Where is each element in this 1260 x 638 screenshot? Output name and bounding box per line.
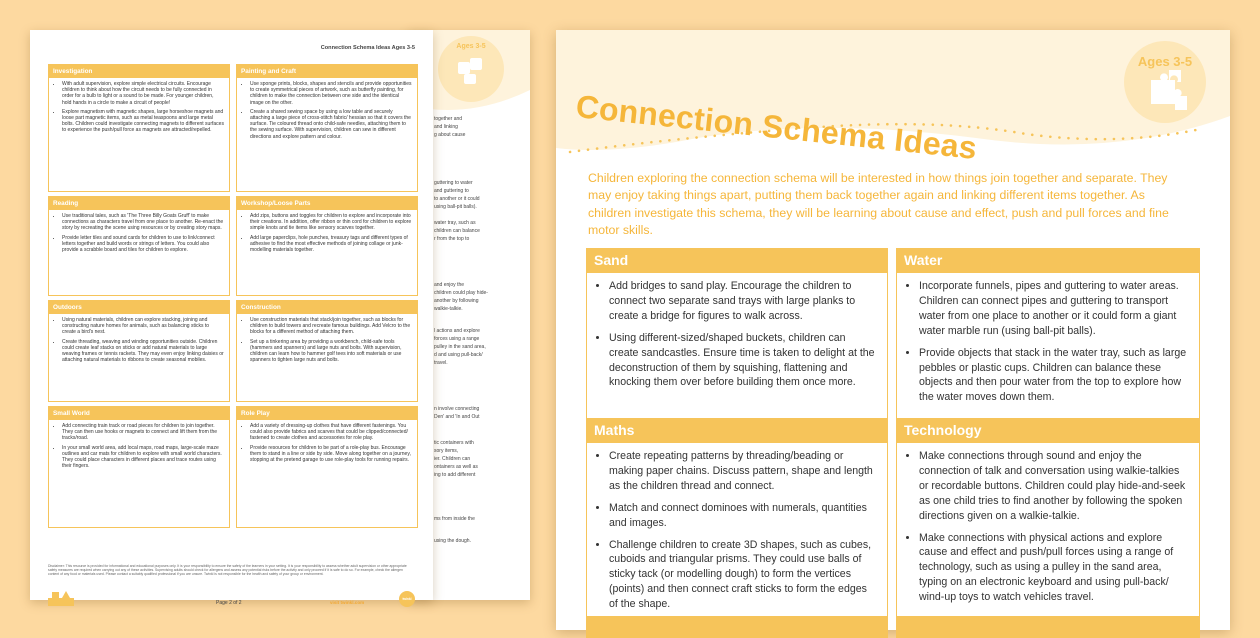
list-item: • Create a shared sewing space by using a low table and securely attaching a large piece of cross-stitch fabric/ hessian so that it covers the surface. Tie coloured thread onto child-safe needles, attaching them to the sewing surface. With supervision, children can sew in different directions and explore pattern and colour.	[250, 109, 412, 140]
activity-list	[237, 314, 417, 369]
list-item: • In your small world area, add local maps, road maps, large-scale maze outlines and car mats for children to explore with small world characters. They could place characters in different places and trace routes using their fingers.	[62, 445, 224, 470]
back-page-snippet: forces using a range	[434, 336, 480, 342]
activity-box-title: Sand	[587, 249, 887, 273]
site-link[interactable]: visit twinkl.com	[330, 600, 365, 605]
list-item: • Add large paperclips, hole punches, treasury tags and different types of adhesive to find the most effective methods of joining collage or junk-modelling materials together.	[250, 235, 412, 254]
activity-box-sand	[586, 248, 888, 446]
list-item: • Challenge children to create 3D shapes, such as cubes, cuboids and triangular prisms. They could use balls of sticky tack (or modelling dough) to form the vertices (points) and then connect craft sticks to form the edges of the shape.	[609, 538, 877, 613]
activity-box	[48, 300, 230, 402]
back-page-snippet: children could play hide-	[434, 290, 488, 296]
back-page-snippet: using the dough.	[434, 538, 471, 544]
list-item: • Explore magnetism with magnetic shapes, large horseshoe magnets and loose part magnetic items, such as metal teaspoons and large metal bolts. Children could investigate connecting magnets to different surfaces to experience the push/pull force as magnets are attracted/repelled.	[62, 109, 224, 134]
back-page-snippet: d and using pull-back/	[434, 352, 483, 358]
intro-text: Children exploring the connection schema will be interested in how things join together and separate. They may enjoy taking things apart, putting them back together again and linking different items together. As children investigate this schema, they will be learning about cause and effect, push and pull forces and fine motor skills.	[588, 171, 1169, 238]
list-item: • Use traditional tales, such as 'The Three Billy Goats Gruff' to make connections as characters travel from one place to another. Re-enact the story by recreating the scene using resources or by creating story maps.	[62, 213, 224, 232]
back-page-snippet: water tray, such as	[434, 220, 476, 226]
list-item: • Make connections through sound and enjoy the connection of talk and conversation using walkie-talkies or recordable buttons. Children could play hide-and-seek as one child tries to find another by following the spoken directions given on a walkie-talkie.	[919, 449, 1189, 524]
back-page-snippet: n involve connecting	[434, 406, 480, 412]
back-page-snippet: to another or it could	[434, 196, 480, 202]
back-page-snippet: children can balance	[434, 228, 480, 234]
list-item: • Incorporate funnels, pipes and guttering to water areas. Children can connect pipes and guttering to transport water from one place to another or it could form a giant water marble run (using ball-pit balls).	[919, 279, 1189, 339]
activity-list	[897, 443, 1199, 605]
activity-list	[237, 210, 417, 259]
list-item: • Use sponge prints, blocks, shapes and stencils and provide opportunities to create symmetrical pieces of artwork, such as butterfly painting, for children to make the connection between one side and the identical image on the other.	[250, 81, 412, 106]
page-title: Connection Schema Ideas	[574, 88, 979, 166]
activity-list	[237, 78, 417, 146]
activity-box-next	[896, 616, 1200, 638]
activity-box-title: Investigation	[49, 65, 229, 78]
list-item: • Add a variety of dressing-up clothes that have different fastenings. You could also provide fabrics and scarves that could be clipped/connected/ fastened to create clothes and accessories for role play.	[250, 423, 412, 442]
activity-list	[49, 314, 229, 369]
list-item: • Create repeating patterns by threading/beading or making paper chains. Discuss pattern, shape and length as the children thread and connect.	[609, 449, 877, 494]
back-page-snippet: ing to add different	[434, 472, 476, 478]
activity-box-title: Water	[897, 249, 1199, 273]
back-page-snippet: g about cause	[434, 132, 466, 138]
list-item: • Set up a tinkering area by providing a workbench, child-safe tools (hammers and spanners) and large nuts and bolts. With supervision, children can learn how to hammer golf tees into soft materials or use spanners to tighten large nuts and bolts.	[250, 339, 412, 364]
back-page-snippet: guttering to water	[434, 180, 473, 186]
activity-list	[897, 273, 1199, 405]
activity-list	[49, 420, 229, 475]
back-page-snippet: r from the top to	[434, 236, 470, 242]
puzzle-icon	[438, 36, 504, 102]
activity-box-title: Reading	[49, 197, 229, 210]
activity-box-title: Construction	[237, 301, 417, 314]
activity-box	[236, 406, 418, 528]
twinkl-logo: twinkl	[399, 591, 415, 607]
list-item: • Use construction materials that stack/join together, such as blocks for children to build towers and recreate famous buildings. Add Velcro to the blocks for a different method of attaching them.	[250, 317, 412, 336]
activity-list	[587, 273, 887, 390]
activity-box-next	[586, 616, 888, 638]
list-item: • Using different-sized/shaped buckets, children can create sandcastles. Ensure time is taken to delight at the deconstruction of them by squishing, flattening and knocking them over before building them once more.	[609, 331, 877, 391]
left-page-grid	[48, 64, 418, 532]
activity-box	[236, 196, 418, 296]
back-page-snippet: and linking	[434, 124, 458, 130]
activity-box-technology	[896, 418, 1200, 620]
activity-box-title: Maths	[587, 419, 887, 443]
activity-list	[237, 420, 417, 469]
back-page-snippet: ms from inside the	[434, 516, 475, 522]
list-item: • Using natural materials, children can explore stacking, joining and constructing nature homes for animals, such as balancing sticks to create a bird's nest.	[62, 317, 224, 336]
back-page-snippet: using ball-pit balls).	[434, 204, 477, 210]
activity-box	[48, 64, 230, 192]
right-page	[556, 30, 1230, 630]
list-item: • With adult supervision, explore simple electrical circuits. Encourage children to think about how the circuit needs to be fully connected in order for a bulb to light or a sound to be made. For younger children, hold hands in a circle to make a circuit of people!	[62, 81, 224, 106]
back-page-snippet: ier. Children can	[434, 456, 471, 462]
activity-box-water	[896, 248, 1200, 446]
activity-box-title: Role Play	[237, 407, 417, 420]
list-item: • Add bridges to sand play. Encourage the children to connect two separate sand trays with large planks to create a bridge for figures to walk across.	[609, 279, 877, 324]
left-page-row	[48, 196, 418, 296]
activity-box-title: Painting and Craft	[237, 65, 417, 78]
left-page-row	[48, 406, 418, 528]
list-item: • Provide objects that stack in the water tray, such as large pebbles or plastic cups. Children can balance these objects and then pour water from the top to explore how the water moves down them.	[919, 346, 1189, 406]
back-page-snippet: pulley in the sand area,	[434, 344, 486, 350]
back-page-snippet: ontainers as well as	[434, 464, 478, 470]
activity-box-maths	[586, 418, 888, 620]
activity-box	[48, 406, 230, 528]
list-item: • Match and connect dominoes with numerals, quantities and images.	[609, 501, 877, 531]
activity-box-title: Outdoors	[49, 301, 229, 314]
back-page-snippet: sory items,	[434, 448, 459, 454]
back-page-snippet: another by following	[434, 298, 479, 304]
blocks-logo-icon	[48, 590, 74, 606]
back-page-snippet: travel.	[434, 360, 448, 366]
back-page-snippet: Den' and 'In and Out	[434, 414, 480, 420]
list-item: • Provide resources for children to be part of a role-play bus. Encourage them to stand in a line or side by side. Move along together on a journey, stopping at the pretend garage to use role-play tools for running repairs.	[250, 445, 412, 464]
back-page-snippet: tic containers with	[434, 440, 474, 446]
activity-box	[236, 300, 418, 402]
back-ages-badge	[438, 36, 504, 102]
activity-list	[49, 210, 229, 259]
left-page	[30, 30, 433, 606]
puzzle-icon	[1123, 40, 1207, 124]
activity-box-title: Technology	[897, 419, 1199, 443]
list-item: • Add connecting train track or road pieces for children to join together. They can then use hooks or magnets to connect and lift them from the tracks/road.	[62, 423, 224, 442]
ages-badge	[1123, 40, 1207, 124]
back-ages-label: Ages 3-5	[456, 43, 486, 50]
activity-box	[236, 64, 418, 192]
left-page-row	[48, 64, 418, 192]
disclaimer: Disclaimer: This resource is provided for informational and educational purposes only. It is your responsibility to ensure the safety of the learners in your setting. It is your responsibility to assess whether adult supervision or other appropriate safety measures are required when carrying out any of these activities. Supervising adults should check for allergens and assess any potential risks before the activity and only proceed if it is safe to do so. For example, check the allergen content of any food or materials used. Please contact a suitably qualified professional if you are unsure. Twinkl is not responsible for the health and safety of your group or environment.	[48, 564, 407, 576]
left-page-header: Connection Schema Ideas Ages 3-5	[320, 45, 415, 51]
ages-label: Ages 3-5	[1137, 54, 1193, 69]
back-page-snippet: and guttering to	[434, 188, 469, 194]
activity-box	[48, 196, 230, 296]
back-page-snippet: together and	[434, 116, 463, 122]
back-page-snippet: and enjoy the	[434, 282, 465, 288]
list-item: • Create threading, weaving and winding opportunities outside. Children could create leaf stacks on sticks or add natural materials to large weaving frames or tennis rackets. They may even enjoy linking daisies or attaching natural materials to ribbons to create seasonal mobiles.	[62, 339, 224, 364]
activity-list	[49, 78, 229, 140]
activity-list	[587, 443, 887, 612]
activity-box-title: Workshop/Loose Parts	[237, 197, 417, 210]
page-number: Page 2 of 2	[216, 600, 242, 606]
list-item: • Provide letter tiles and sound cards for children to use to link/connect letters together and build words or strings of letters. You could also provide a scrabble board and tiles for children to explore.	[62, 235, 224, 254]
back-page-snippet: walkie-talkie.	[434, 306, 463, 312]
left-page-row	[48, 300, 418, 402]
list-item: • Add zips, buttons and toggles for children to explore and incorporate into their creations. In addition, offer ribbon or thin cord for children to explore simple knots and tie items like sensory scarves together.	[250, 213, 412, 232]
activity-box-title: Small World	[49, 407, 229, 420]
back-page-snippet: l actions and explore	[434, 328, 480, 334]
list-item: • Make connections with physical actions and explore cause and effect and push/pull forces using a range of technology, such as using a pulley in the sand area, typing on an electronic keyboard and using pull-back/ wind-up toys to watch vehicles travel.	[919, 531, 1189, 606]
